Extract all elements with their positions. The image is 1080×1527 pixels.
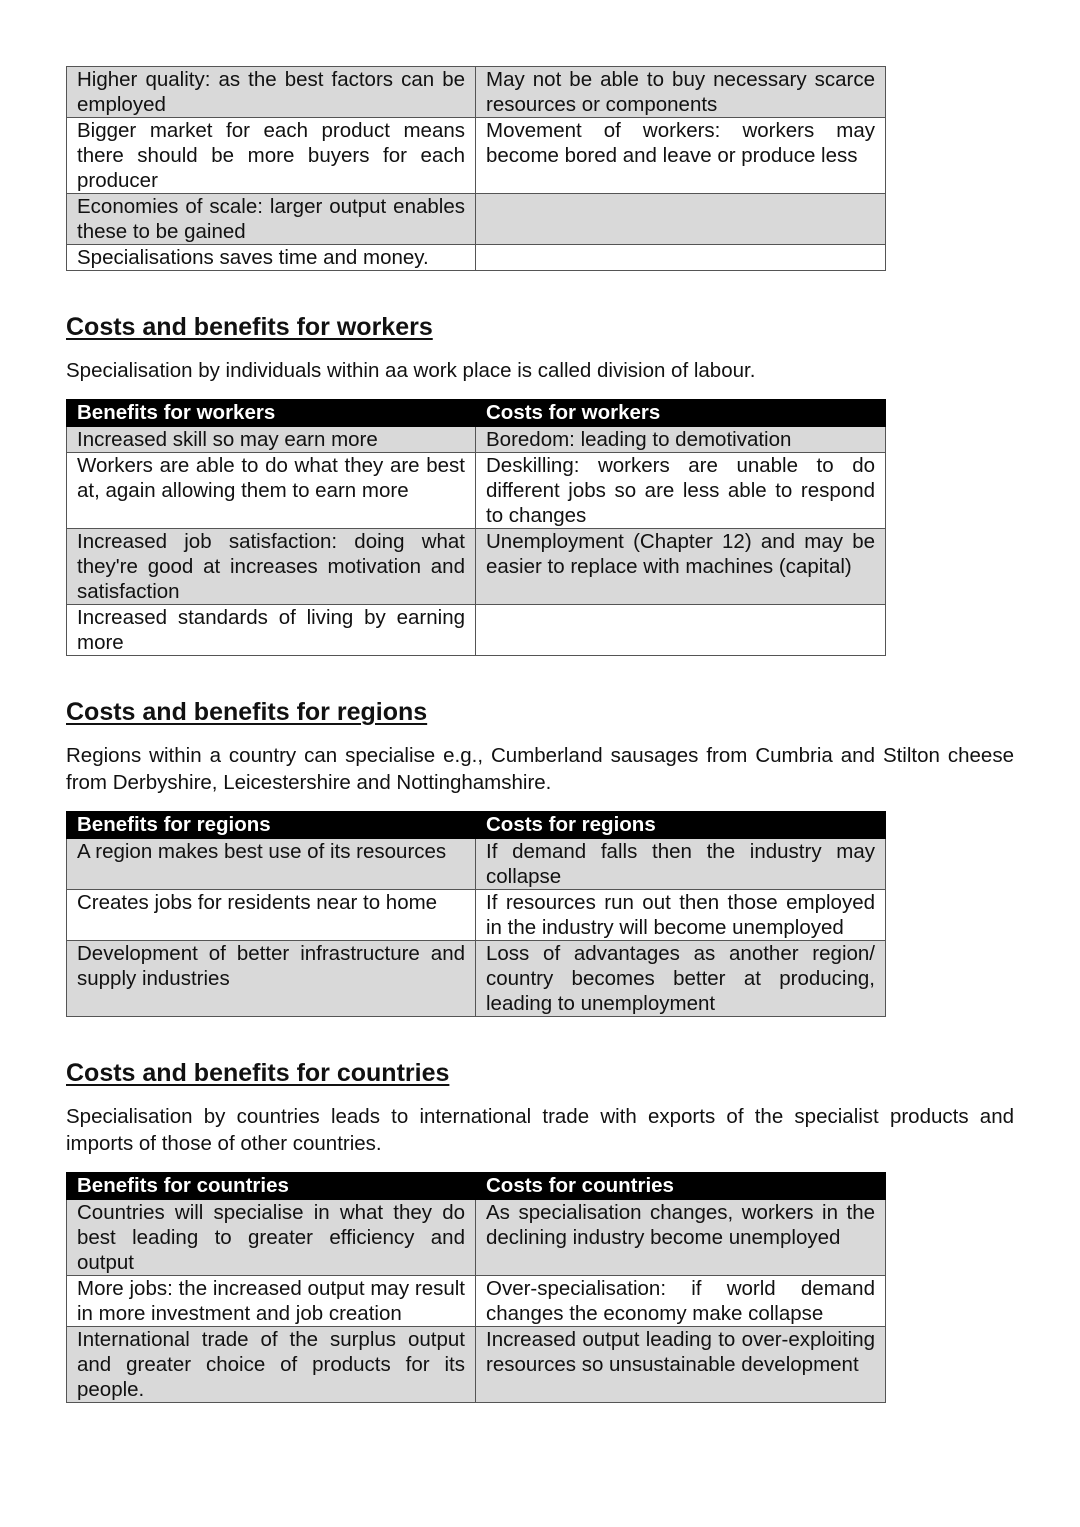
- benefit-cell: Creates jobs for residents near to home: [67, 890, 476, 941]
- cost-cell: [476, 605, 886, 656]
- benefit-cell: Increased standards of living by earning more: [67, 605, 476, 656]
- table-row: [67, 1327, 886, 1403]
- cost-cell: As specialisation changes, workers in the declining industry become unemployed: [476, 1200, 886, 1276]
- workers-table: [66, 399, 886, 656]
- table-row: [67, 1200, 886, 1276]
- cost-cell: If demand falls then the industry may collapse: [476, 839, 886, 890]
- benefit-cell: Development of better infrastructure and supply industries: [67, 941, 476, 1017]
- costs-header: Costs for regions: [476, 812, 886, 839]
- table-header-row: [67, 1173, 886, 1200]
- cost-cell: Increased output leading to over-exploiting resources so unsustainable development: [476, 1327, 886, 1403]
- countries-table: [66, 1172, 886, 1403]
- benefit-cell: International trade of the surplus output and greater choice of products for its people.: [67, 1327, 476, 1403]
- table-row: [67, 427, 886, 453]
- costs-header: Costs for workers: [476, 400, 886, 427]
- table-header-row: [67, 400, 886, 427]
- table-row: [67, 453, 886, 529]
- cost-cell: Loss of advantages as another region/ country becomes better at producing, leading to unemployment: [476, 941, 886, 1017]
- table-row: [67, 839, 886, 890]
- benefits-header: Benefits for workers: [67, 400, 476, 427]
- table-row: [67, 941, 886, 1017]
- specialisation-continuation-table: [66, 66, 886, 271]
- benefit-cell: Specialisations saves time and money.: [67, 245, 476, 271]
- table-row: [67, 1276, 886, 1327]
- table-row: [67, 67, 886, 118]
- workers-intro: Specialisation by individuals within aa work place is called division of labour.: [66, 359, 756, 382]
- benefit-cell: Bigger market for each product means there should be more buyers for each producer: [67, 118, 476, 194]
- table-row: [67, 118, 886, 194]
- benefit-cell: Higher quality: as the best factors can be employed: [67, 67, 476, 118]
- cost-cell: Boredom: leading to demotivation: [476, 427, 886, 453]
- table-header-row: [67, 812, 886, 839]
- cost-cell: If resources run out then those employed in the industry will become unemployed: [476, 890, 886, 941]
- cost-cell: Over-specialisation: if world demand changes the economy make collapse: [476, 1276, 886, 1327]
- benefit-cell: Workers are able to do what they are best at, again allowing them to earn more: [67, 453, 476, 529]
- cost-cell: [476, 245, 886, 271]
- benefit-cell: Economies of scale: larger output enables these to be gained: [67, 194, 476, 245]
- cost-cell: May not be able to buy necessary scarce resources or components: [476, 67, 886, 118]
- countries-intro: Specialisation by countries leads to international trade with exports of the specialist products and imports of those of other countries.: [66, 1105, 1014, 1155]
- cost-cell: Movement of workers: workers may become bored and leave or produce less: [476, 118, 886, 194]
- table-row: [67, 194, 886, 245]
- benefit-cell: A region makes best use of its resources: [67, 839, 476, 890]
- table-row: [67, 529, 886, 605]
- regions-intro: Regions within a country can specialise e.g., Cumberland sausages from Cumbria and Stilton cheese from Derbyshire, Leicestershire and Nottinghamshire.: [66, 744, 1014, 794]
- table-row: [67, 890, 886, 941]
- benefit-cell: More jobs: the increased output may result in more investment and job creation: [67, 1276, 476, 1327]
- benefit-cell: Increased skill so may earn more: [67, 427, 476, 453]
- workers-heading: Costs and benefits for workers: [66, 313, 433, 341]
- table-row: [67, 605, 886, 656]
- benefit-cell: Increased job satisfaction: doing what they're good at increases motivation and satisfaction: [67, 529, 476, 605]
- costs-header: Costs for countries: [476, 1173, 886, 1200]
- cost-cell: Unemployment (Chapter 12) and may be easier to replace with machines (capital): [476, 529, 886, 605]
- countries-heading: Costs and benefits for countries: [66, 1059, 450, 1087]
- regions-heading: Costs and benefits for regions: [66, 698, 428, 726]
- table-row: [67, 245, 886, 271]
- regions-table: [66, 811, 886, 1017]
- benefits-header: Benefits for regions: [67, 812, 476, 839]
- benefit-cell: Countries will specialise in what they do best leading to greater efficiency and output: [67, 1200, 476, 1276]
- benefits-header: Benefits for countries: [67, 1173, 476, 1200]
- cost-cell: [476, 194, 886, 245]
- cost-cell: Deskilling: workers are unable to do different jobs so are less able to respond to changes: [476, 453, 886, 529]
